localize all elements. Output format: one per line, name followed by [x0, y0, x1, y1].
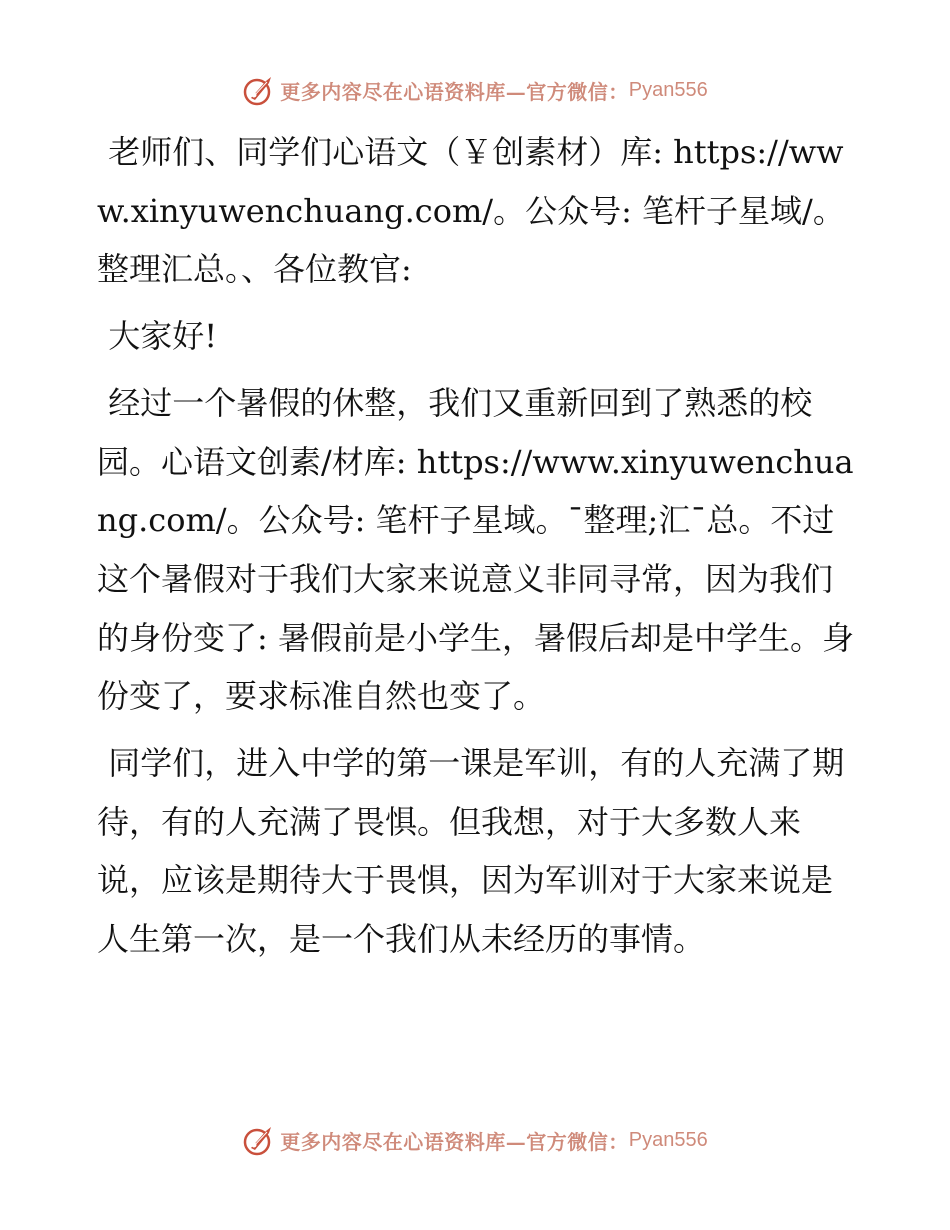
- footer-watermark: [0, 1120, 950, 1160]
- document-body: [97, 123, 857, 977]
- watermark-text: 更多内容尽在心语资料库—官方微信：: [280, 79, 629, 104]
- watermark-text: 更多内容尽在心语资料库—官方微信：: [280, 1129, 629, 1154]
- watermark-wechat-id: Pyan556: [628, 78, 708, 101]
- watermark-wechat-id: Pyan556: [628, 1128, 708, 1151]
- quill-pen-logo-icon: [242, 73, 276, 107]
- paragraph-hello: 大家好!: [108, 317, 218, 356]
- paragraph-military-training: 同学们，进入中学的第一课是军训，有的人充满了期待，有的人充满了畏惧。但我想，对于大多数人来说，应该是期待大于畏惧，因为军训对于大家来说是人生第一次，是一个我们从未经历的事情。: [97, 744, 845, 959]
- quill-pen-logo-icon: [242, 1123, 276, 1157]
- header-watermark: [0, 70, 950, 110]
- paragraph-greeting-audience: 老师们、同学们心语文（￥创素材）库: https://www.xinyuwenchuang.com/。公众号: 笔杆子星域/。整理汇总。、各位教官:: [97, 133, 845, 289]
- paragraph-summer-break: 经过一个暑假的休整，我们又重新回到了熟悉的校园。心语文创素/材库: https://www.xinyuwenchuang.com/。公众号: 笔杆子星域。¯整理;汇¯总。不过这个暑假对于我们大家来说意义非同寻常，因为我们的身份变了: 暑假前是小学生，暑假后却是中学生。身份变了，要求标准自然也变了。: [97, 383, 854, 716]
